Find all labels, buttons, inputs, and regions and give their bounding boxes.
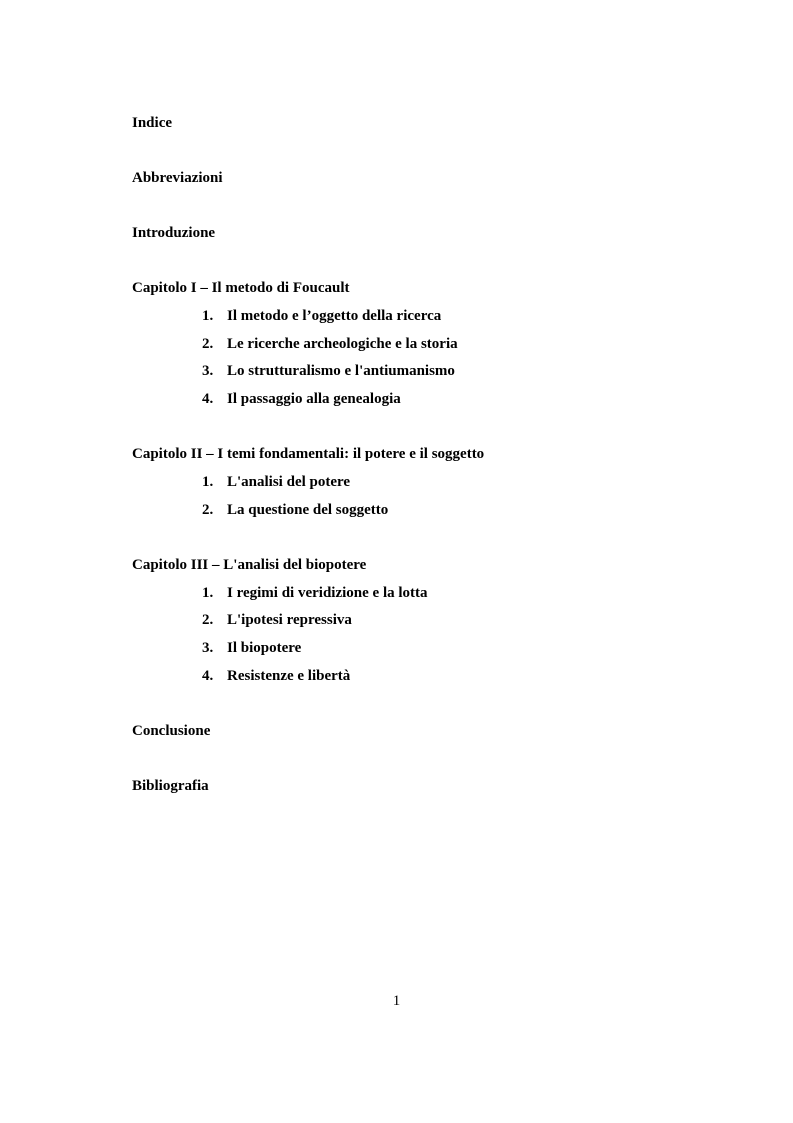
item-label: L'ipotesi repressiva <box>227 612 352 629</box>
list-item <box>132 611 732 630</box>
chapter-sections <box>132 307 732 409</box>
list-item <box>132 307 732 326</box>
toc-indice: Indice <box>132 115 173 131</box>
toc-chapter-1 <box>132 279 732 409</box>
item-label: L'analisi del potere <box>227 474 351 491</box>
item-number: 3. <box>202 640 214 657</box>
item-number: 4. <box>202 391 214 408</box>
list-item <box>132 473 732 492</box>
item-label: Resistenze e libertà <box>227 667 351 684</box>
list-item <box>132 390 732 409</box>
chapter-sections <box>132 473 732 520</box>
item-number: 2. <box>202 335 214 352</box>
item-label: Il biopotere <box>227 640 302 657</box>
chapter-sections <box>132 584 732 686</box>
toc-bibliografia: Bibliografia <box>132 777 209 794</box>
list-item <box>132 362 732 381</box>
list-item <box>132 667 732 686</box>
table-of-contents <box>132 114 732 832</box>
toc-chapter-2 <box>132 445 732 520</box>
list-item <box>132 584 732 603</box>
list-item <box>132 335 732 354</box>
item-label: La questione del soggetto <box>227 501 389 518</box>
item-number: 1. <box>202 584 214 601</box>
item-number: 4. <box>202 667 214 684</box>
item-number: 1. <box>202 474 214 491</box>
toc-chapter-3 <box>132 556 732 686</box>
item-number: 3. <box>202 363 214 380</box>
page-number: 1 <box>392 993 401 1009</box>
item-label: Il passaggio alla genealogia <box>227 391 401 408</box>
item-number: 2. <box>202 612 214 629</box>
toc-conclusione: Conclusione <box>132 722 211 739</box>
item-number: 2. <box>202 501 214 518</box>
toc-abbreviazioni: Abbreviazioni <box>132 170 223 186</box>
toc-introduzione: Introduzione <box>132 225 216 241</box>
chapter-title: Capitolo III – L'analisi del biopotere <box>132 556 367 573</box>
item-label: Lo strutturalismo e l'antiumanismo <box>227 363 455 380</box>
list-item <box>132 639 732 658</box>
item-number: 1. <box>202 308 214 324</box>
item-label: Le ricerche archeologiche e la storia <box>227 335 458 352</box>
chapter-title: Capitolo II – I temi fondamentali: il potere e il soggetto <box>132 446 485 463</box>
item-label: Il metodo e l’oggetto della ricerca <box>227 308 442 324</box>
item-label: I regimi di veridizione e la lotta <box>227 584 428 601</box>
list-item <box>132 501 732 520</box>
chapter-title: Capitolo I – Il metodo di Foucault <box>132 280 350 296</box>
